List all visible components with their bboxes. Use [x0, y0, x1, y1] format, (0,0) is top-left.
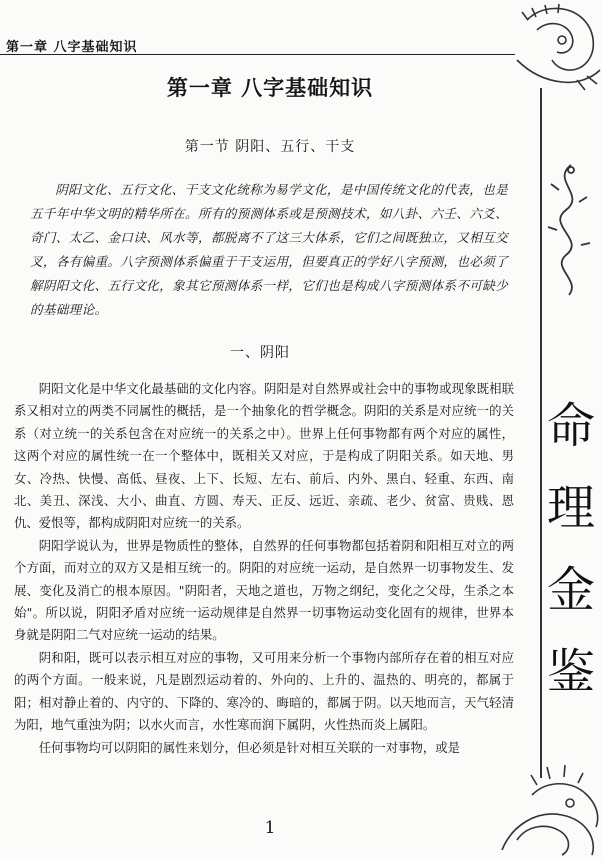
page-number: 1 — [264, 818, 276, 838]
paragraph: 阴阳文化是中华文化最基础的文化内容。阴阳是对自然界或社会中的事物或现象既相联系又相对立的两类不同属性的概括，是一个抽象化的哲学概念。阴阳的关系是对应统一的关系（对立统一的关系包含在对应统一的关系之中）。世界上任何事物都有两个对应的属性，这两个对应的属性统一在一个整体中，既相关又对应，于是构成了阴阳关系。如天地、男女、冷热、快慢、高低、昼夜、上下、长短、左右、前后、内外、黑白、轻重、东西、南北、美丑、深浅、大小、曲直、方圆、寿天、正反、远近、亲疏、老少、贫富、贵贱、恩仇、爱恨等，都构成阴阳对应统一的关系。 — [14, 381, 514, 531]
paragraph: 阴阳学说认为，世界是物质性的整体，自然界的任何事物都包括着阴和阳相互对立的两个方面，而对立的双方又是相互统一的。阴阳的对应统一运动，是自然界一切事物发生、发展、变化及消亡的根本原因。"阴阳者，天地之道也，万物之纲纪，变化之父母，生杀之本始"。所以说，阴阳矛盾对应统一运动规律是自然界一切事物运动变化固有的规律，世界本身就是阴阳二气对应统一运动的结果。 — [14, 537, 514, 643]
paragraph: 任何事物均可以阴阳的属性来划分，但必须是针对相互关联的一对事物，或是 — [38, 739, 461, 755]
body-text — [14, 378, 514, 759]
header-rule — [0, 54, 515, 55]
intro-paragraph: 阴阳文化、五行文化、干支文化统称为易学文化，是中国传统文化的代表，也是五千年中华文明的精华所在。所有的预测体系或是预测技术，如八卦、六壬、六爻、奇门、太乙、金口诀、风水等，都脱离不了这三大体系，它们之间既独立，又相互交叉，各有偏重。八字预测体系偏重于干支运用，但要真正的学好八字预测，也必须了解阴阳文化、五行文化，象其它预测体系一样，它们也是构成八字预测体系不可缺少的基础理论。 — [30, 182, 508, 317]
running-head: 第一章 八字基础知识 — [6, 40, 138, 55]
book-title: 命理金鉴 — [546, 398, 595, 700]
chapter-title: 第一章 八字基础知识 — [166, 75, 374, 100]
section-title: 第一节 阴阳、五行、干支 — [184, 139, 356, 155]
subheading: 一、阴阳 — [230, 345, 290, 361]
paragraph: 阴和阳，既可以表示相互对应的事物，又可用来分析一个事物内部所存在着的相互对应的两个方面。一般来说，凡是剧烈运动着的、外向的、上升的、温热的、明亮的，都属于阳；相对静止着的、内守的、下降的、寒冷的、晦暗的，都属于阴。以天地而言，天气轻清为阳，地气重浊为阴；以水火而言，水性寒而润下属阴，火性热而炎上属阳。 — [14, 649, 514, 733]
